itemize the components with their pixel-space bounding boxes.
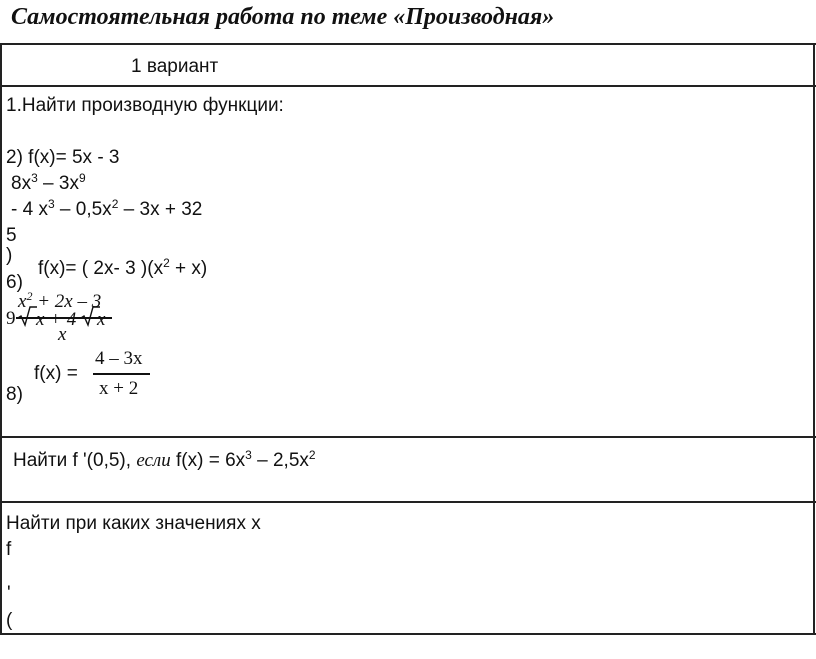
task1-heading: 1.Найти производную функции: xyxy=(6,95,284,116)
table-border-right xyxy=(813,43,815,635)
task1-item8-numerator: 4 – 3x xyxy=(95,348,143,369)
table-border-bottom xyxy=(0,633,816,635)
table-divider-task3 xyxy=(0,501,816,503)
task1-item5-label: 5 xyxy=(6,225,17,246)
fraction-bar xyxy=(93,373,150,375)
table-divider-variant xyxy=(0,85,816,87)
task3-heading: Найти при каких значениях x xyxy=(6,513,261,534)
task1-item9-prefix: 9 xyxy=(6,308,16,329)
task1-item3: $8x^3 - 3x^9$ xyxy=(11,171,86,194)
task1-item7-numerator: $x^2 + 2x - 3$ xyxy=(18,289,102,312)
table-divider-task2 xyxy=(0,436,816,438)
task1-item9-radicand: x xyxy=(97,309,106,330)
task1-item4: - 4 $x^3 - 0,5x^2 - 3x + 32$ xyxy=(11,197,203,220)
task1-item2: 2) f(x)= 5x - 3 xyxy=(6,147,120,168)
task1-item6-expr: f(x)= ( 2x- 3 )$(x^2 + x)$ xyxy=(38,256,208,279)
task1-item5-paren: ) xyxy=(6,245,13,266)
table-border-left xyxy=(0,43,2,635)
variant-label: 1 вариант xyxy=(131,56,219,77)
task1-item6-label: 6) xyxy=(6,272,23,293)
table-border-top xyxy=(0,43,816,45)
task1-item7-denominator: x xyxy=(58,324,67,345)
radical-sign-icon xyxy=(17,305,37,327)
task1-item8-label: 8) xyxy=(6,384,23,405)
task3-f: f xyxy=(6,539,12,560)
task1-item8-denominator: x + 2 xyxy=(99,378,139,399)
page-title: Самостоятельная работа по теме «Производная» xyxy=(11,4,555,30)
task2-text: Найти f '(0,5), если $f(x) = 6x^3 - 2,5x^2$ xyxy=(13,448,316,471)
task1-item8-lhs: f(x) = xyxy=(34,363,78,384)
task3-paren: ( xyxy=(6,610,13,631)
task3-prime: ' xyxy=(7,583,11,604)
task1-item9-expr: x + 4 xyxy=(36,309,77,330)
